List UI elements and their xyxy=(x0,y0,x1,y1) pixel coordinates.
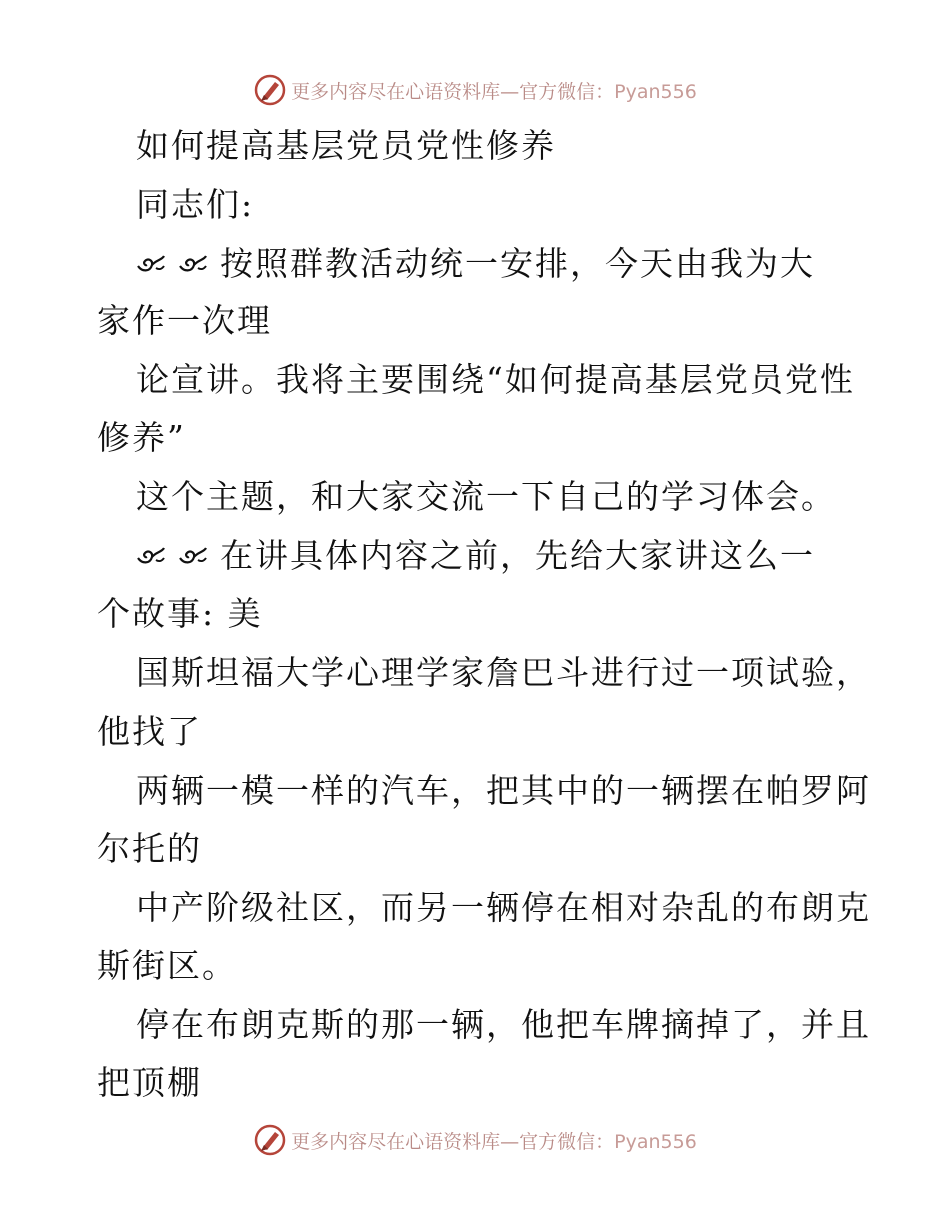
paragraph-line: 停在布朗克斯的那一辆，他把车牌摘掉了，并且 xyxy=(136,1005,871,1044)
paragraph-line: 家作一次理 xyxy=(97,301,272,340)
footer-watermark xyxy=(0,1120,950,1160)
paragraph-line: 中产阶级社区，而另一辆停在相对杂乱的布朗克 xyxy=(136,888,871,927)
header-watermark xyxy=(0,70,950,110)
pen-nib-logo-icon xyxy=(253,73,287,107)
paragraph-text: 在讲具体内容之前，先给大家讲这么一 xyxy=(220,536,815,575)
document-title: 如何提高基层党员党性修养 xyxy=(136,126,556,165)
floral-ornament-icon xyxy=(136,252,166,274)
paragraph-line: 个故事: 美 xyxy=(97,594,263,633)
paragraph-line: 国斯坦福大学心理学家詹巴斗进行过一项试验， xyxy=(136,653,871,692)
paragraph-line: 把顶棚 xyxy=(97,1063,202,1102)
paragraph-line: 他找了 xyxy=(97,712,202,751)
pen-nib-logo-icon xyxy=(253,1123,287,1157)
floral-ornament-icon xyxy=(178,544,208,566)
paragraph-line: 论宣讲。我将主要围绕“如何提高基层党员党性 xyxy=(136,360,855,399)
watermark-text: 更多内容尽在心语资料库—官方微信：Pyan556 xyxy=(291,1130,697,1153)
paragraph-text: 按照群教活动统一安排，今天由我为大 xyxy=(220,244,815,283)
paragraph-line xyxy=(136,536,815,576)
paragraph-line: 尔托的 xyxy=(97,829,202,868)
salutation: 同志们: xyxy=(136,185,255,224)
paragraph-line: 这个主题，和大家交流一下自己的学习体会。 xyxy=(136,477,836,516)
floral-ornament-icon xyxy=(136,544,166,566)
paragraph-line: 两辆一模一样的汽车，把其中的一辆摆在帕罗阿 xyxy=(136,771,871,810)
watermark-text: 更多内容尽在心语资料库—官方微信：Pyan556 xyxy=(291,80,697,103)
paragraph-line xyxy=(136,244,815,284)
paragraph-line: 斯街区。 xyxy=(97,946,237,985)
floral-ornament-icon xyxy=(178,252,208,274)
paragraph-line: 修养” xyxy=(97,418,186,457)
